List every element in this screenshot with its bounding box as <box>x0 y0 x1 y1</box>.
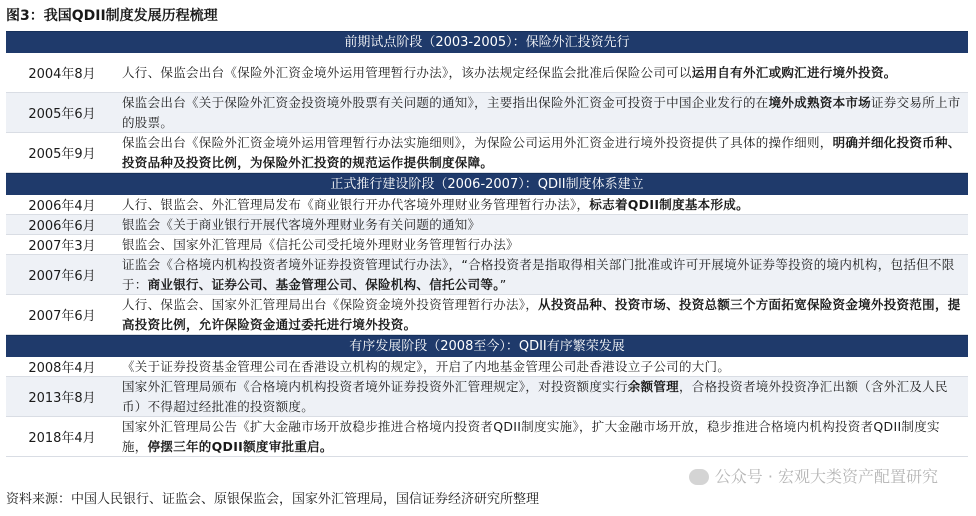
row-description: 银监会、国家外汇管理局《信托公司受托境外理财业务管理暂行办法》 <box>122 236 519 252</box>
table-row <box>6 255 968 295</box>
table-row <box>6 417 968 457</box>
table-row <box>6 133 968 173</box>
table-row <box>6 195 968 215</box>
watermark <box>689 466 938 488</box>
row-description: 人行、保监会、国家外汇管理局出台《保险资金境外投资管理暂行办法》，从投资品种、投资市场、投资总额三个方面拓宽保险资金境外投资范围，提高投资比例，允许保险资金通过委托进行境外投资。 <box>122 296 961 332</box>
table-row <box>6 235 968 255</box>
row-date: 2013年8月 <box>28 391 96 406</box>
row-description: 人行、银监会、外汇管理局发布《商业银行开办代客境外理财业务管理暂行办法》，标志着QDII制度基本形成。 <box>122 196 749 212</box>
source-note: 资料来源：中国人民银行、证监会、原银保监会，国家外汇管理局，国信证券经济研究所整理 <box>6 492 540 507</box>
row-date: 2018年4月 <box>28 431 96 446</box>
table-row <box>6 295 968 335</box>
row-description: 银监会《关于商业银行开展代客境外理财业务有关问题的通知》 <box>122 216 481 232</box>
phase-header: 正式推行建设阶段（2006-2007）：QDII制度体系建立 <box>6 173 968 195</box>
table-row <box>6 357 968 377</box>
row-description: 国家外汇管理局公告《扩大金融市场开放稳步推进合格境内投资者QDII制度实施》，扩大金融市场开放，稳步推进合格境内机构投资者QDII制度实施，停摆三年的QDII额度审批重启。 <box>122 418 940 454</box>
wechat-icon <box>689 469 709 485</box>
row-description: 国家外汇管理局颁布《合格境内机构投资者境外证券投资外汇管理规定》，对投资额度实行余额管理，合格投资者境外投资净汇出额（含外汇及人民币）不得超过经批准的投资额度。 <box>122 378 948 414</box>
table-row <box>6 377 968 417</box>
row-description: 保监会出台《保险外汇资金境外运用管理暂行办法实施细则》，为保险公司运用外汇资金进行境外投资提供了具体的操作细则，明确并细化投资币种、投资品种及投资比例，为保险外汇投资的规范运作提供制度保障。 <box>122 134 961 170</box>
row-date: 2006年4月 <box>28 199 96 214</box>
qdii-timeline-table <box>6 31 968 457</box>
figure-title: 图3：我国QDII制度发展历程梳理 <box>6 8 218 24</box>
row-description: 《关于证券投资基金管理公司在香港设立机构的规定》，开启了内地基金管理公司赴香港设立子公司的大门。 <box>122 358 731 374</box>
table-row <box>6 93 968 133</box>
row-date: 2007年6月 <box>28 309 96 324</box>
row-date: 2005年9月 <box>28 147 96 162</box>
row-date: 2006年6月 <box>28 219 96 234</box>
row-description: 人行、保监会出台《保险外汇资金境外运用管理暂行办法》，该办法规定经保监会批准后保险公司可以运用自有外汇或购汇进行境外投资。 <box>122 64 897 80</box>
row-description: 证监会《合格境内机构投资者境外证券投资管理试行办法》，“合格投资者是指取得相关部门批准或许可开展境外证券等投资的境内机构，包括但不限于：商业银行、证券公司、基金管理公司、保险机构、信托公司等。” <box>122 256 955 292</box>
watermark-text: 公众号 · 宏观大类资产配置研究 <box>714 467 938 486</box>
phase-header: 前期试点阶段（2003-2005）：保险外汇投资先行 <box>6 31 968 53</box>
row-date: 2005年6月 <box>28 107 96 122</box>
table-row <box>6 215 968 235</box>
table-row <box>6 53 968 93</box>
row-date: 2007年6月 <box>28 269 96 284</box>
row-date: 2007年3月 <box>28 239 96 254</box>
row-date: 2008年4月 <box>28 361 96 376</box>
row-description: 保监会出台《关于保险外汇资金投资境外股票有关问题的通知》，主要指出保险外汇资金可投资于中国企业发行的在境外成熟资本市场证券交易所上市的股票。 <box>122 94 961 130</box>
row-date: 2004年8月 <box>28 67 96 82</box>
phase-header: 有序发展阶段（2008至今）：QDII有序繁荣发展 <box>6 335 968 357</box>
